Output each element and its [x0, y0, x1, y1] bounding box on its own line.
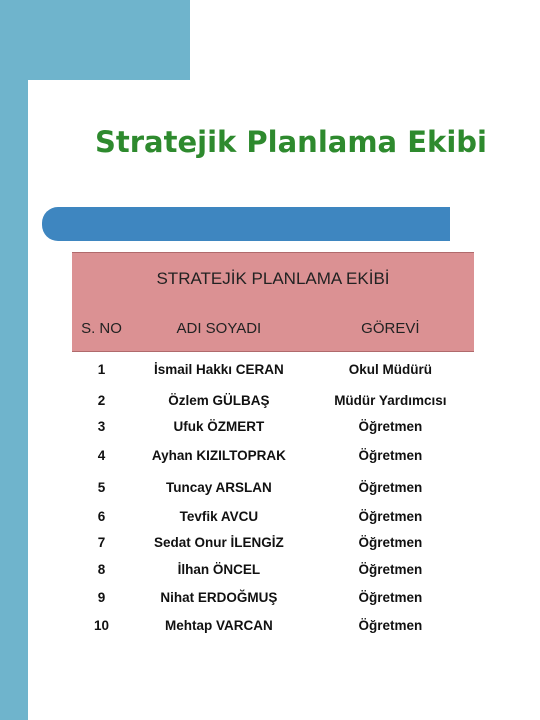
- top-decor-panel: [28, 0, 190, 80]
- accent-bar: [42, 207, 450, 241]
- row-no: 6: [97, 509, 106, 524]
- table-heading: STRATEJİK PLANLAMA EKİBİ: [72, 253, 474, 306]
- row-no: 5: [97, 480, 106, 495]
- table-heading-row: [72, 253, 474, 306]
- table-row: [72, 504, 474, 530]
- row-no: 8: [97, 562, 106, 577]
- row-name: Tevfik AVCU: [179, 509, 259, 524]
- table-row: [72, 584, 474, 612]
- table-row: [72, 472, 474, 504]
- row-no: 3: [97, 419, 106, 434]
- row-name: Ayhan KIZILTOPRAK: [151, 448, 286, 463]
- table-row: [72, 612, 474, 640]
- column-header-name: ADI SOYADI: [131, 305, 307, 352]
- table-row: [72, 414, 474, 440]
- row-role: Okul Müdürü: [348, 362, 432, 378]
- team-table: [72, 252, 474, 640]
- row-name: Nihat ERDOĞMUŞ: [160, 590, 278, 605]
- row-name: Sedat Onur İLENGİZ: [153, 535, 284, 550]
- row-no: 10: [94, 618, 110, 633]
- row-role: Öğretmen: [358, 562, 423, 577]
- row-name: İsmail Hakkı CERAN: [153, 362, 284, 378]
- column-header-role: GÖREVİ: [307, 305, 474, 352]
- table-row: [72, 440, 474, 472]
- row-no: 1: [97, 362, 106, 378]
- table-row: [72, 352, 474, 388]
- row-name: Mehtap VARCAN: [164, 618, 273, 633]
- row-role: Öğretmen: [358, 509, 423, 524]
- row-name: Ufuk ÖZMERT: [173, 419, 265, 434]
- row-no: 2: [97, 393, 106, 408]
- column-header-no: S. NO: [72, 305, 131, 352]
- row-role: Öğretmen: [358, 590, 423, 605]
- row-name: İlhan ÖNCEL: [177, 562, 261, 577]
- left-decor-bar: [0, 0, 28, 720]
- table-row: [72, 530, 474, 556]
- row-role: Öğretmen: [358, 419, 423, 434]
- table-header-row: [72, 305, 474, 352]
- table-row: [72, 556, 474, 584]
- row-role: Öğretmen: [358, 448, 423, 463]
- slide-title: Stratejik Planlama Ekibi: [95, 125, 487, 159]
- row-name: Tuncay ARSLAN: [165, 480, 272, 495]
- row-name: Özlem GÜLBAŞ: [168, 393, 270, 408]
- row-role: Müdür Yardımcısı: [334, 393, 447, 408]
- row-no: 4: [97, 448, 106, 463]
- row-no: 9: [97, 590, 106, 605]
- team-table-container: [72, 252, 474, 640]
- row-role: Öğretmen: [358, 618, 423, 633]
- row-role: Öğretmen: [358, 535, 423, 550]
- table-row: [72, 388, 474, 414]
- row-no: 7: [97, 535, 106, 550]
- row-role: Öğretmen: [358, 480, 423, 495]
